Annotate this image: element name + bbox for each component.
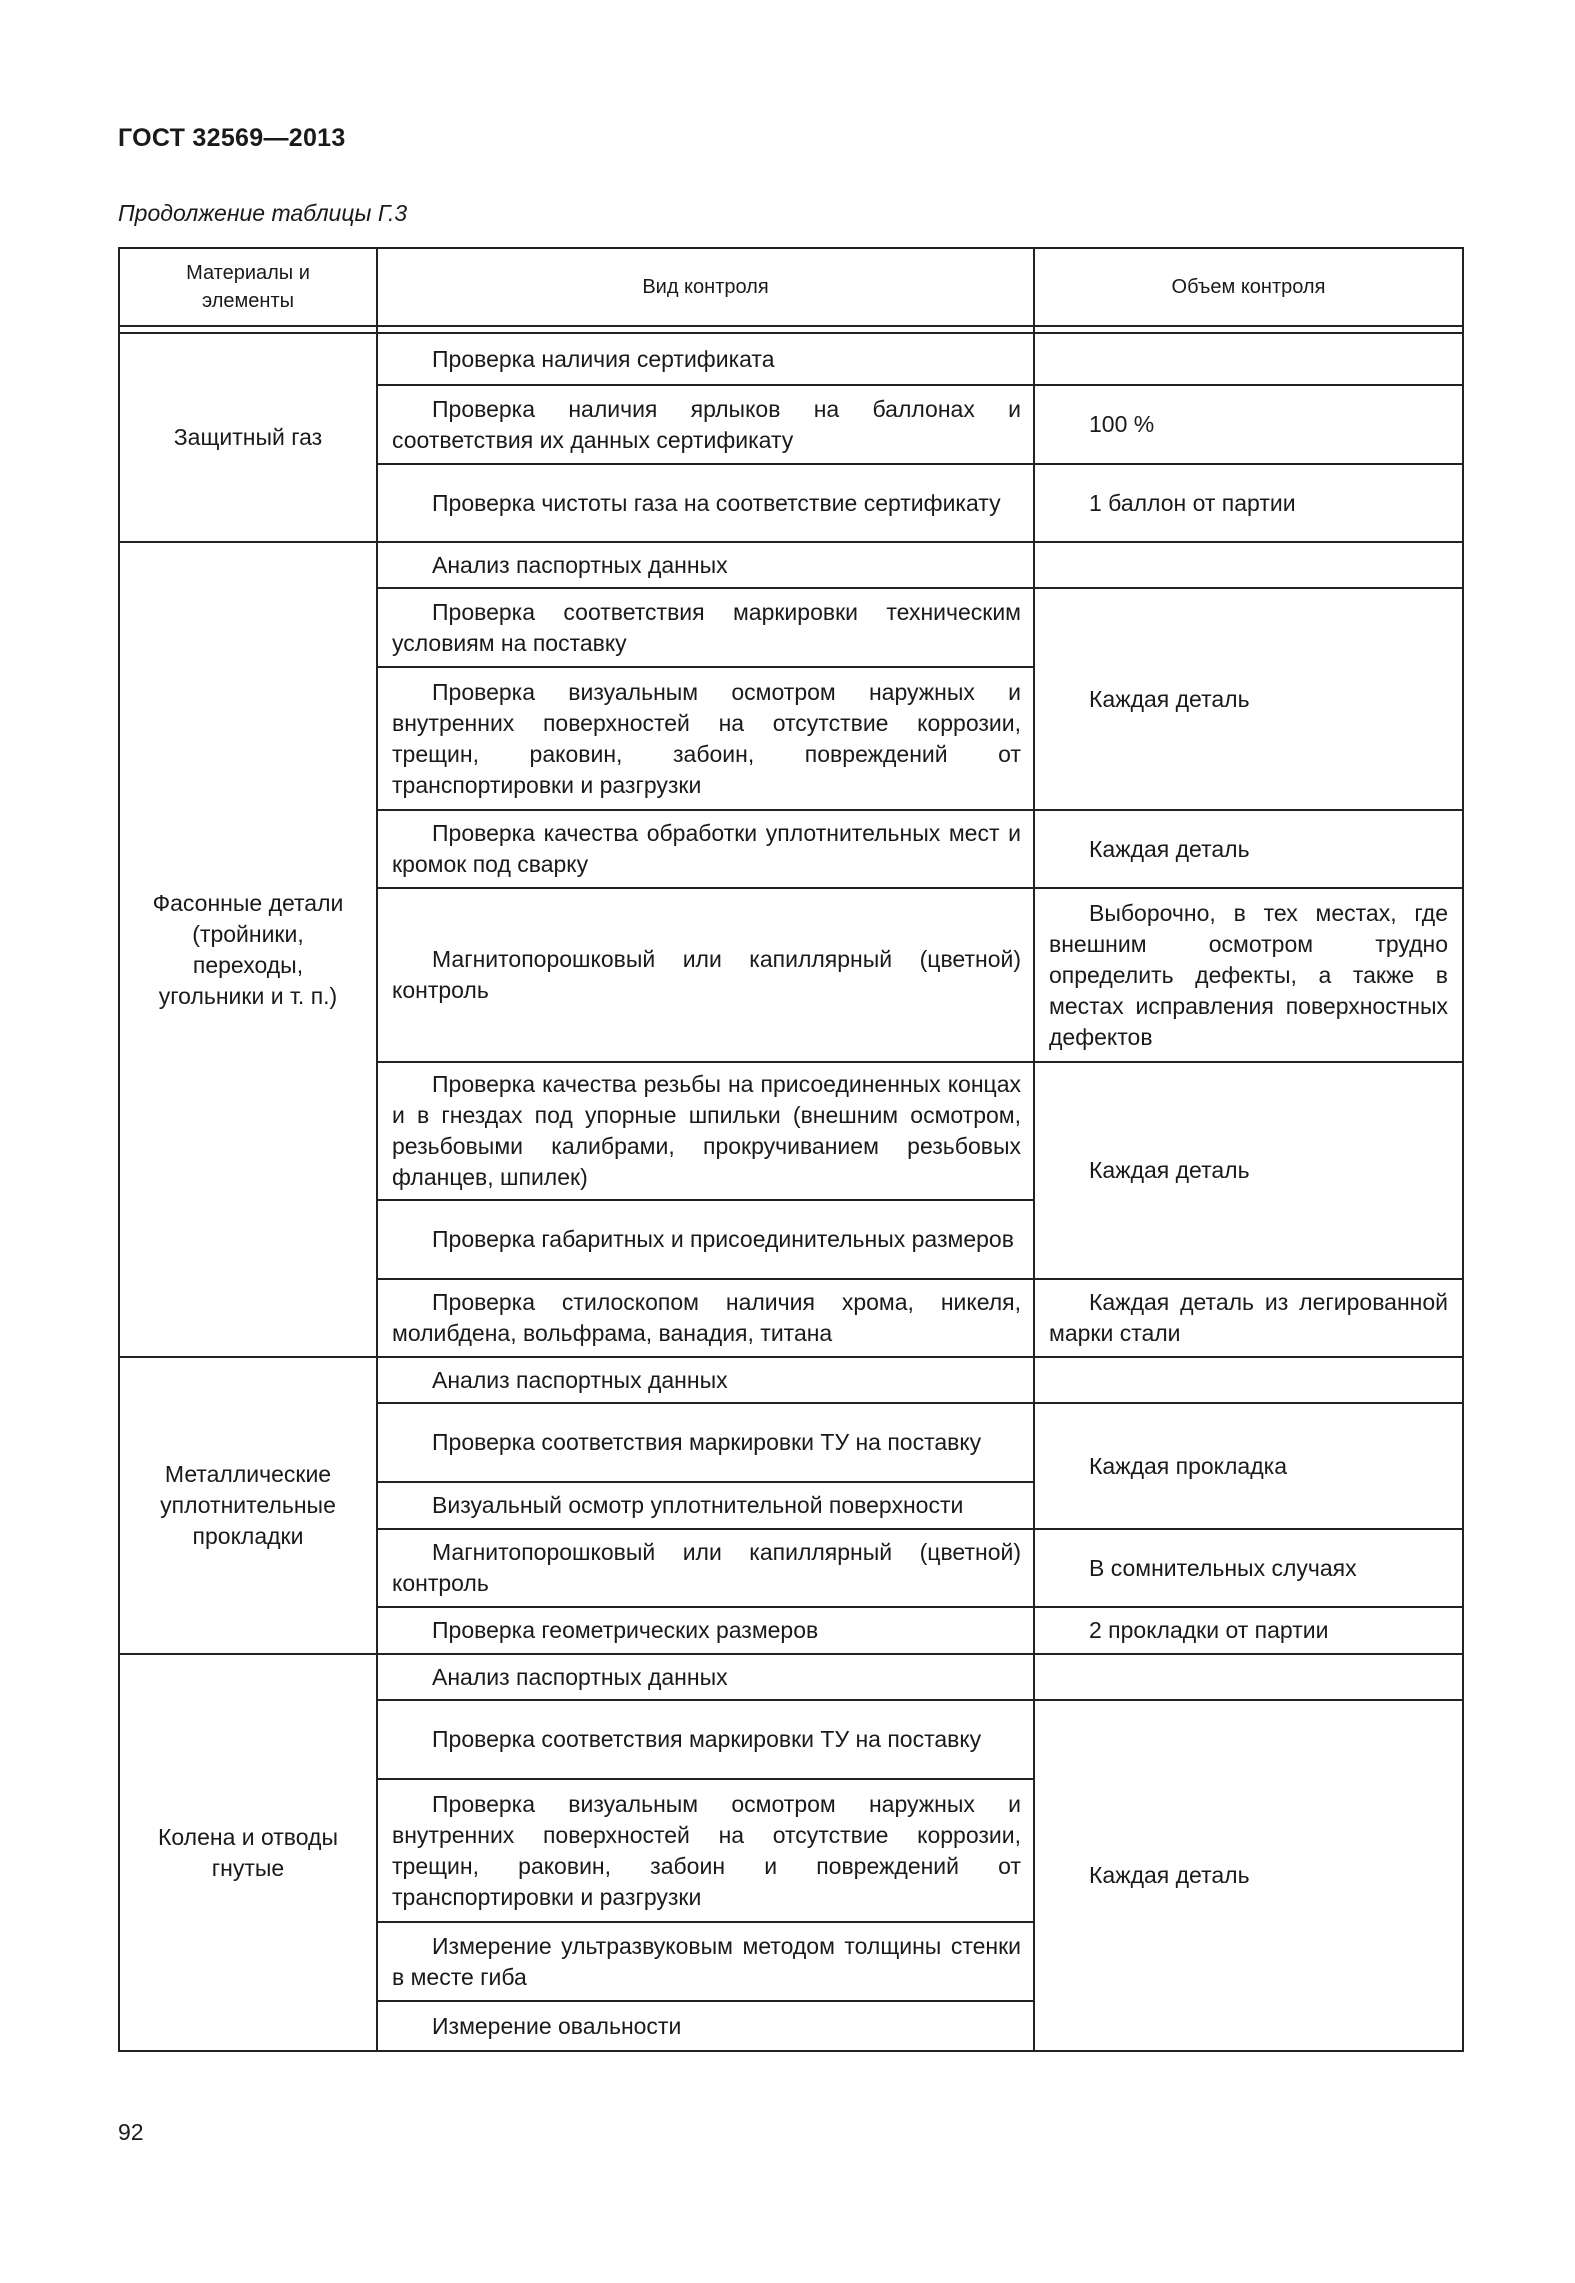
volume-cell: 2 прокладки от партии xyxy=(1034,1607,1463,1654)
material-cell: Защитный газ xyxy=(119,333,377,542)
volume-cell: 1 баллон от партии xyxy=(1034,464,1463,542)
volume-cell: Каждая деталь из легированной марки стали xyxy=(1034,1279,1463,1357)
material-cell: Фасонные детали (тройники, переходы, угольники и т. п.) xyxy=(119,542,377,1357)
column-header-kind: Вид контроля xyxy=(377,248,1034,326)
kind-cell: Проверка геометрических размеров xyxy=(377,1607,1034,1654)
table-caption: Продолжение таблицы Г.3 xyxy=(118,200,408,226)
kind-cell: Анализ паспортных данных xyxy=(377,542,1034,588)
kind-cell: Измерение ультразвуковым методом толщины стенки в месте гиба xyxy=(377,1922,1034,2001)
volume-cell: В сомнительных случаях xyxy=(1034,1529,1463,1607)
column-header-volume: Объем контроля xyxy=(1034,248,1463,326)
header-separator xyxy=(119,326,1463,333)
kind-cell: Анализ паспортных данных xyxy=(377,1357,1034,1403)
kind-cell: Проверка визуальным осмотром наружных и внутренних поверхностей на отсутствие коррозии, трещин, раковин, забоин и повреждений от транспортировки и разгрузки xyxy=(377,1779,1034,1922)
control-table xyxy=(118,247,1464,2052)
kind-cell: Проверка наличия ярлыков на баллонах и соответствия их данных сертификату xyxy=(377,385,1034,464)
table-row xyxy=(119,1654,1463,1700)
material-cell: Металлические уплотнительные прокладки xyxy=(119,1357,377,1654)
table-row xyxy=(119,542,1463,588)
table-header-row xyxy=(119,248,1463,326)
volume-cell: Каждая деталь xyxy=(1034,1062,1463,1279)
page-number: 92 xyxy=(118,2119,144,2145)
volume-cell: Каждая деталь xyxy=(1034,588,1463,810)
kind-cell: Проверка соответствия маркировки ТУ на поставку xyxy=(377,1700,1034,1779)
kind-cell: Визуальный осмотр уплотнительной поверхности xyxy=(377,1482,1034,1529)
material-cell: Колена и отводы гнутые xyxy=(119,1654,377,2051)
kind-cell: Магнитопорошковый или капиллярный (цветной) контроль xyxy=(377,1529,1034,1607)
document-code: ГОСТ 32569—2013 xyxy=(118,124,346,152)
kind-cell: Магнитопорошковый или капиллярный (цветной) контроль xyxy=(377,888,1034,1062)
kind-cell: Проверка стилоскопом наличия хрома, никеля, молибдена, вольфрама, ванадия, титана xyxy=(377,1279,1034,1357)
kind-cell: Измерение овальности xyxy=(377,2001,1034,2051)
column-header-materials: Материалы и элементы xyxy=(119,248,377,326)
table-row xyxy=(119,333,1463,385)
volume-cell: Каждая деталь xyxy=(1034,810,1463,888)
kind-cell: Проверка визуальным осмотром наружных и внутренних поверхностей на отсутствие коррозии, трещин, раковин, забоин, повреждений от транспортировки и разгрузки xyxy=(377,667,1034,810)
volume-cell xyxy=(1034,1654,1463,1700)
kind-cell: Проверка габаритных и присоединительных размеров xyxy=(377,1200,1034,1279)
kind-cell: Проверка соответствия маркировки техническим условиям на поставку xyxy=(377,588,1034,667)
volume-cell: Выборочно, в тех местах, где внешним осмотром трудно определить дефекты, а также в местах исправления поверхностных дефектов xyxy=(1034,888,1463,1062)
volume-cell xyxy=(1034,1357,1463,1403)
volume-cell: 100 % xyxy=(1034,385,1463,464)
kind-cell: Проверка качества обработки уплотнительных мест и кромок под сварку xyxy=(377,810,1034,888)
kind-cell: Проверка соответствия маркировки ТУ на поставку xyxy=(377,1403,1034,1482)
volume-cell xyxy=(1034,542,1463,588)
volume-cell xyxy=(1034,333,1463,385)
kind-cell: Анализ паспортных данных xyxy=(377,1654,1034,1700)
kind-cell: Проверка наличия сертификата xyxy=(377,333,1034,385)
kind-cell: Проверка чистоты газа на соответствие сертификату xyxy=(377,464,1034,542)
volume-cell: Каждая деталь xyxy=(1034,1700,1463,2051)
volume-cell: Каждая прокладка xyxy=(1034,1403,1463,1529)
table-row xyxy=(119,1357,1463,1403)
kind-cell: Проверка качества резьбы на присоединенных концах и в гнездах под упорные шпильки (внешним осмотром, резьбовыми калибрами, прокручиванием резьбовых фланцев, шпилек) xyxy=(377,1062,1034,1200)
